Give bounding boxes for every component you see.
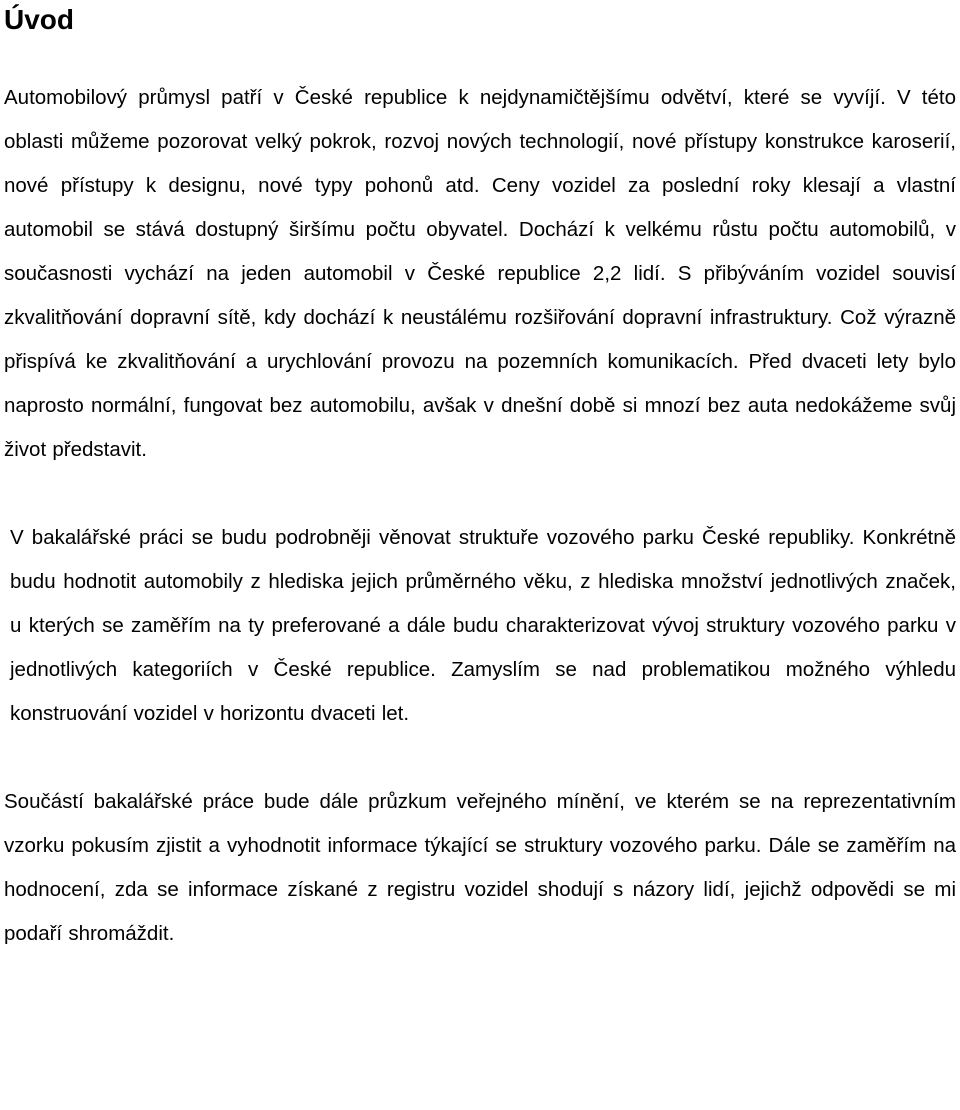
paragraph-thesis-focus: V bakalářské práci se budu podrobněji věnovat struktuře vozového parku České republiky. Konkrétně budu hodnotit automobily z hlediska jejich průměrného věku, z hlediska množství jednotlivých značek, u kterých se zaměřím na ty preferované a dále budu charakterizovat vývoj struktury vozového parku v jednotlivých kategoriích v České republice. Zamyslím se nad problematikou možného výhledu konstruování vozidel v horizontu dvaceti let. <box>10 526 956 725</box>
paragraph-intro: Automobilový průmysl patří v České republice k nejdynamičtějšímu odvětví, které se vyvíjí. V této oblasti můžeme pozorovat velký pokrok, rozvoj nových technologií, nové přístupy konstrukce karoserií, nové přístupy k designu, nové typy pohonů atd. Ceny vozidel za poslední roky klesají a vlastní automobil se stává dostupný širšímu počtu obyvatel. Dochází k velkému růstu počtu automobilů, v současnosti vychází na jeden automobil v České republice 2,2 lidí. S přibýváním vozidel souvisí zkvalitňování dopravní sítě, kdy dochází k neustálému rozšiřování dopravní infrastruktury. Což výrazně přispívá ke zkvalitňování a urychlování provozu na pozemních komunikacích. Před dvaceti lety bylo naprosto normální, fungovat bez automobilu, avšak v dnešní době si mnozí bez auta nedokážeme svůj život představit. <box>4 86 956 461</box>
paragraph-survey: Součástí bakalářské práce bude dále průzkum veřejného mínění, ve kterém se na reprezentativním vzorku pokusím zjistit a vyhodnotit informace týkající se struktury vozového parku. Dále se zaměřím na hodnocení, zda se informace získané z registru vozidel shodují s názory lidí, jejichž odpovědi se mi podaří shromáždit. <box>4 790 956 945</box>
document-page <box>4 0 956 1110</box>
section-heading: Úvod <box>4 4 74 35</box>
